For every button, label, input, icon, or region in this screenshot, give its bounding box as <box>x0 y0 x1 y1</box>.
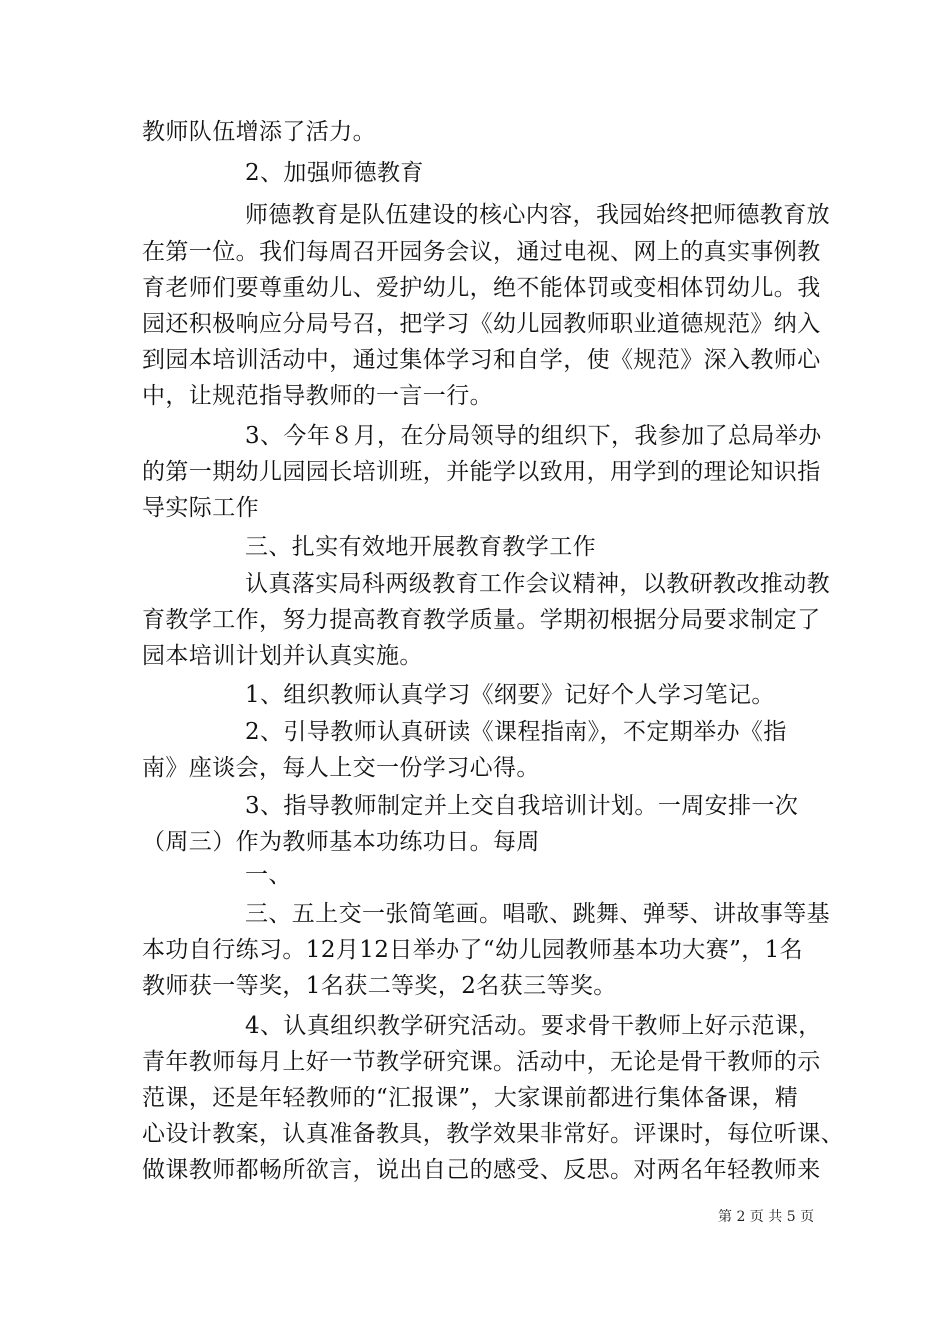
text-line: 园还积极响应分局号召，把学习《幼儿园教师职业道德规范》纳入 <box>142 311 821 337</box>
text-line: 一、 <box>245 862 292 888</box>
text-line: 三、五上交一张简笔画。唱歌、跳舞、弹琴、讲故事等基 <box>245 901 830 927</box>
text-line: 3、指导教师制定并上交自我培训计划。一周安排一次 <box>245 793 799 819</box>
text-line: 到园本培训活动中，通过集体学习和自学，使《规范》深入教师心 <box>142 347 821 373</box>
text-line: （周三）作为教师基本功练功日。每周 <box>142 829 540 855</box>
text-line: 的第一期幼儿园园长培训班，并能学以致用，用学到的理论知识指 <box>142 459 821 485</box>
text-line: 心设计教案，认真准备教具，教学效果非常好。评课时，每位听课、 <box>142 1121 844 1147</box>
text-line: 认真落实局科两级教育工作会议精神，以教研教改推动教 <box>245 571 830 597</box>
text-line: 做课教师都畅所欲言，说出自己的感受、反思。对两名年轻教师来 <box>142 1157 821 1183</box>
text-line: 教师获一等奖，1名获二等奖，2名获三等奖。 <box>142 973 617 999</box>
text-line: 1、组织教师认真学习《纲要》记好个人学习笔记。 <box>245 682 775 708</box>
text-line: 教师队伍增添了活力。 <box>142 119 376 145</box>
text-line: 3、今年８月，在分局领导的组织下，我参加了总局举办 <box>245 423 822 449</box>
text-line: 本功自行练习。12月12日举办了“幼儿园教师基本功大赛”，1名 <box>142 937 804 963</box>
text-line: 师德教育是队伍建设的核心内容，我园始终把师德教育放 <box>245 202 830 228</box>
text-line: 南》座谈会，每人上交一份学习心得。 <box>142 755 540 781</box>
text-line: 导实际工作 <box>142 495 259 521</box>
page-number: 第 2 页 共 5 页 <box>718 1209 815 1225</box>
section-heading: 2、加强师德教育 <box>245 160 424 186</box>
section-heading: 三、扎实有效地开展教育教学工作 <box>245 534 596 560</box>
text-line: 2、引导教师认真研读《课程指南》，不定期举办《指 <box>245 719 787 745</box>
text-line: 园本培训计划并认真实施。 <box>142 643 423 669</box>
text-line: 育老师们要尊重幼儿、爱护幼儿，绝不能体罚或变相体罚幼儿。我 <box>142 275 821 301</box>
text-line: 青年教师每月上好一节教学研究课。活动中，无论是骨干教师的示 <box>142 1049 821 1075</box>
text-line: 范课，还是年轻教师的“汇报课”，大家课前都进行集体备课，精 <box>142 1085 799 1111</box>
text-line: 4、认真组织教学研究活动。要求骨干教师上好示范课， <box>245 1013 822 1039</box>
text-line: 育教学工作，努力提高教育教学质量。学期初根据分局要求制定了 <box>142 607 821 633</box>
text-line: 在第一位。我们每周召开园务会议，通过电视、网上的真实事例教 <box>142 239 821 265</box>
text-line: 中，让规范指导教师的一言一行。 <box>142 383 493 409</box>
